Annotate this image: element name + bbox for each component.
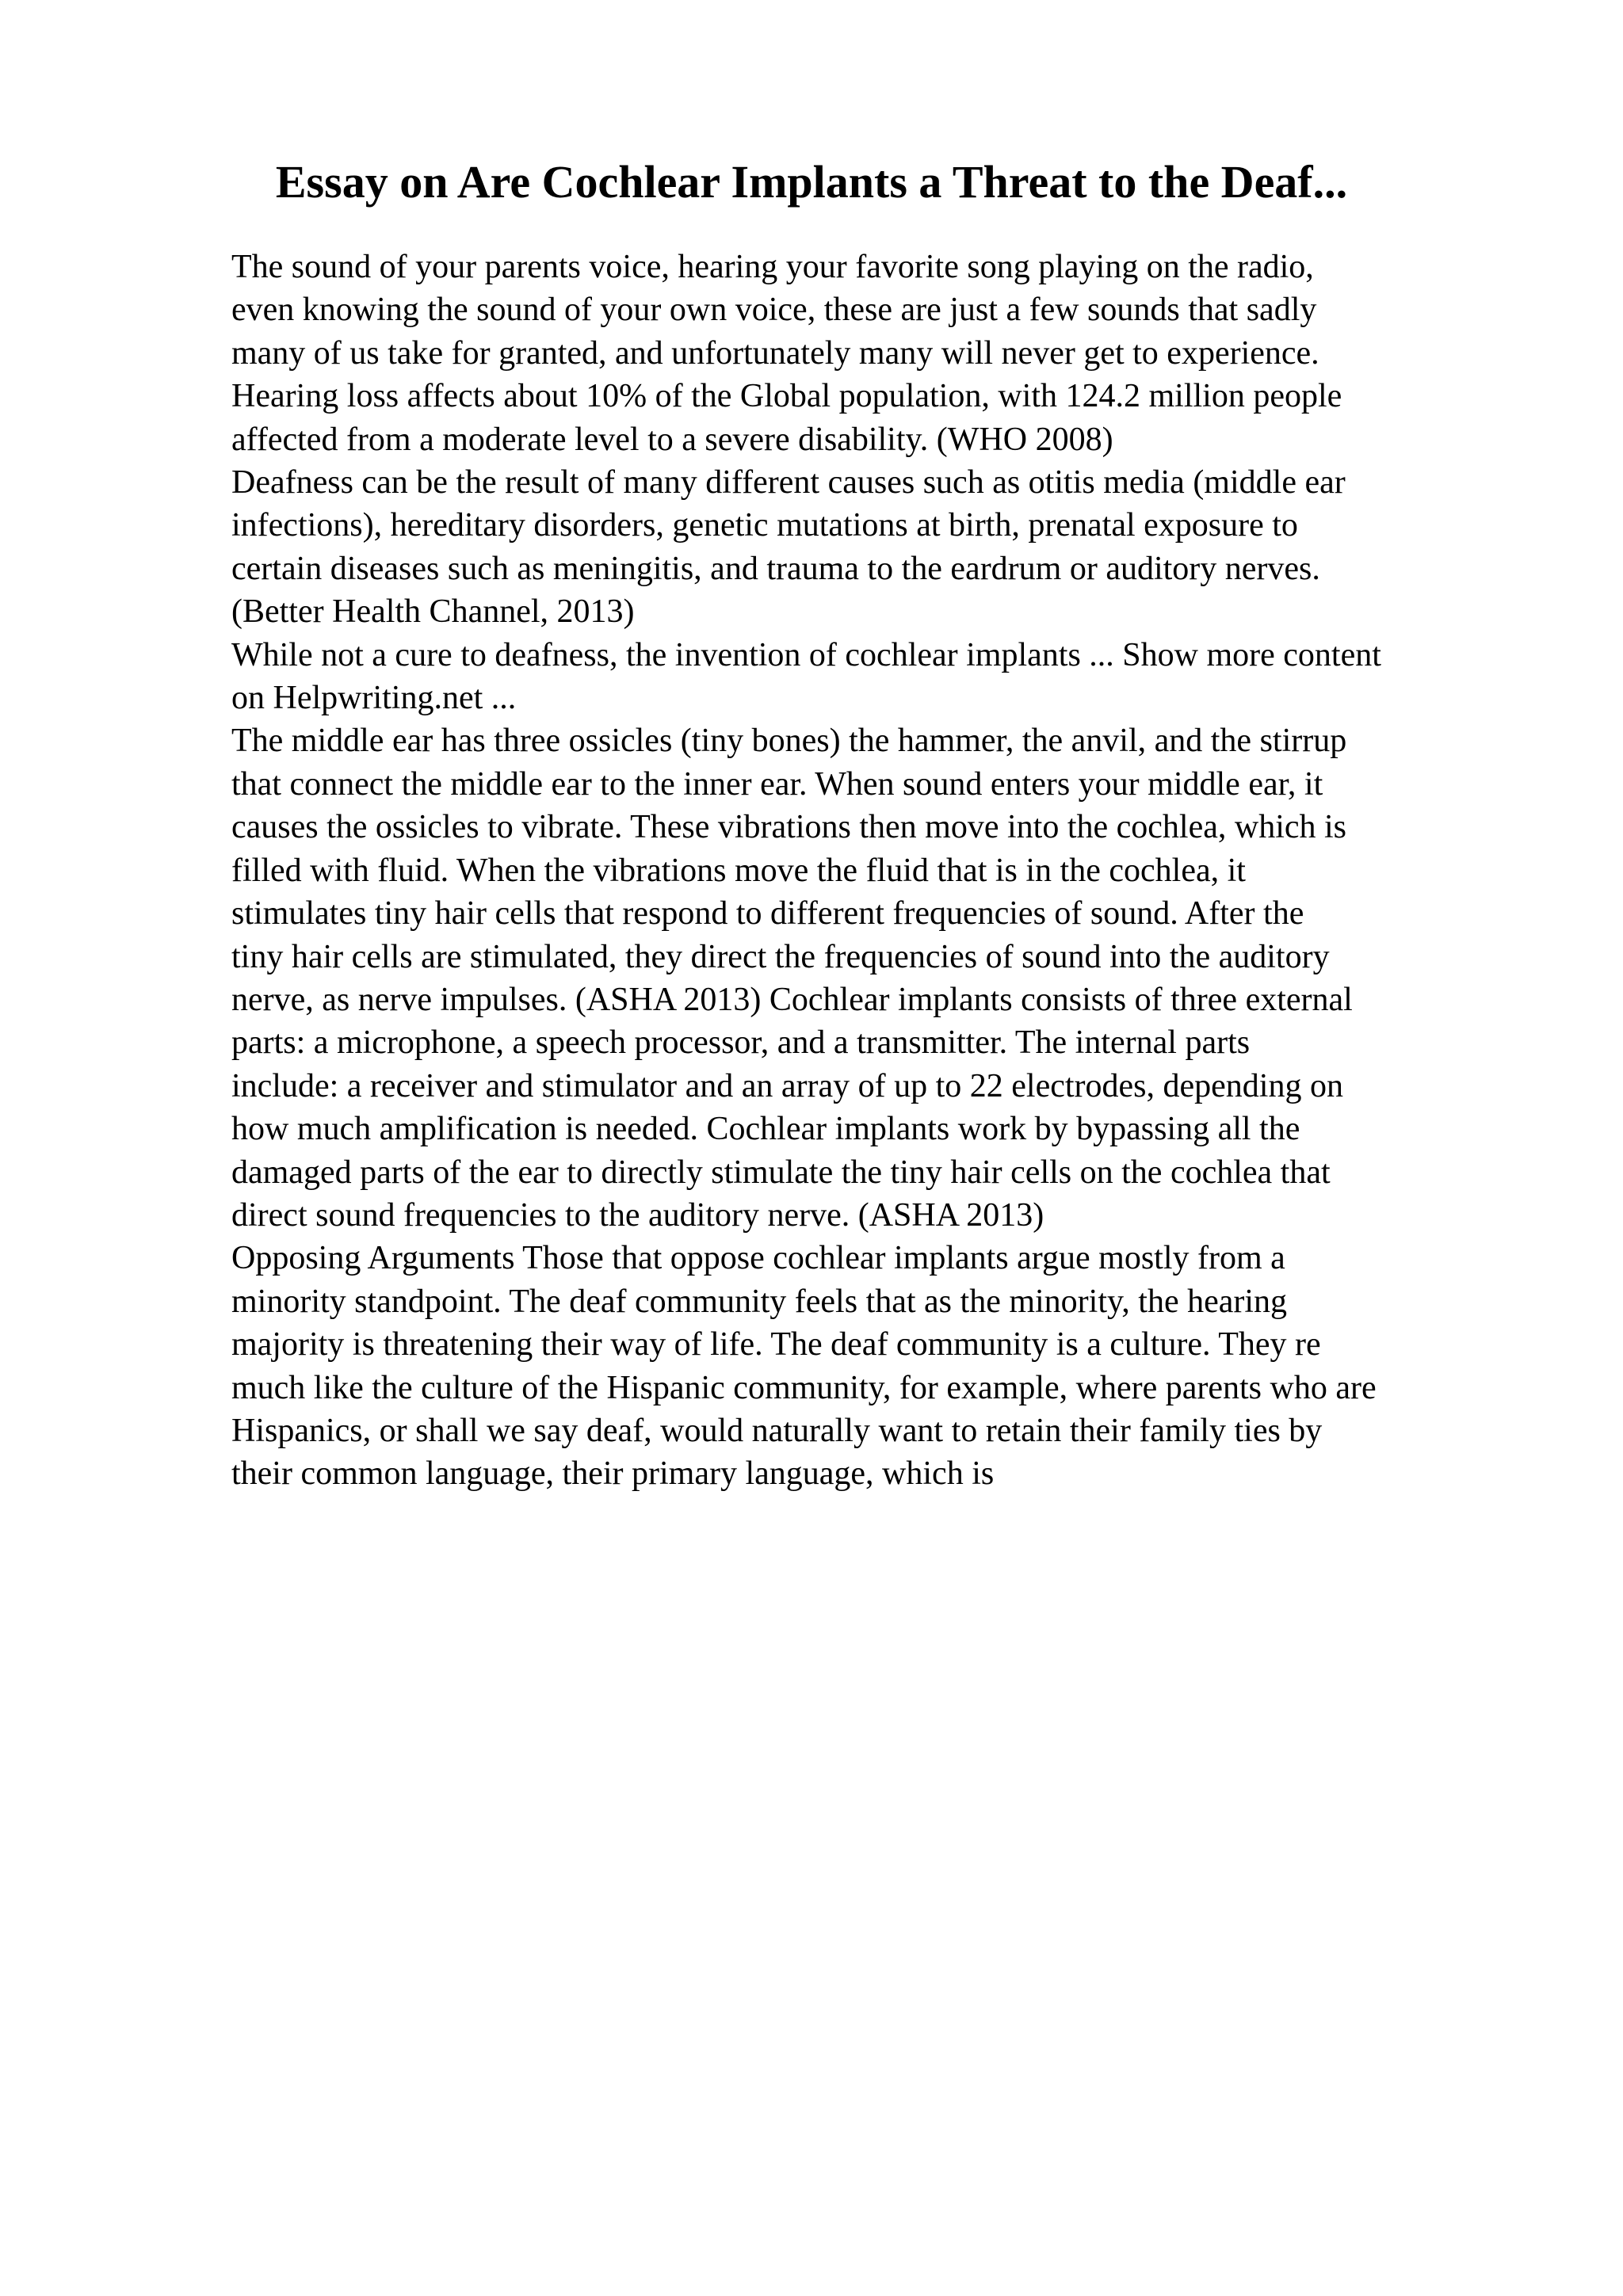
body-line: that connect the middle ear to the inner ear. When sound enters your middle ear, it	[231, 765, 1323, 803]
body-line: Opposing Arguments Those that oppose cochlear implants argue mostly from a	[231, 1240, 1285, 1277]
body-line: even knowing the sound of your own voice, these are just a few sounds that sadly	[231, 292, 1317, 329]
body-line: parts: a microphone, a speech processor, and a transmitter. The internal parts	[231, 1024, 1251, 1062]
body-line: many of us take for granted, and unfortunately many will never get to experience.	[231, 334, 1319, 372]
body-line: minority standpoint. The deaf community feels that as the minority, the hearing	[231, 1283, 1288, 1320]
body-line: certain diseases such as meningitis, and trauma to the eardrum or auditory nerves.	[231, 550, 1320, 587]
body-line: The middle ear has three ossicles (tiny bones) the hammer, the anvil, and the stirrup	[231, 723, 1347, 760]
body-line: include: a receiver and stimulator and an array of up to 22 electrodes, depending on	[231, 1067, 1343, 1104]
body-line: Hearing loss affects about 10% of the Global population, with 124.2 million people	[231, 378, 1342, 415]
document-body	[231, 246, 1531, 1496]
body-line: The sound of your parents voice, hearing your favorite song playing on the radio,	[231, 249, 1314, 285]
body-line: While not a cure to deafness, the invention of cochlear implants ... Show more content	[231, 636, 1381, 673]
body-line: their common language, their primary language, which is	[231, 1455, 995, 1493]
body-line: filled with fluid. When the vibrations move the fluid that is in the cochlea, it	[231, 852, 1246, 889]
body-line: infections), hereditary disorders, genetic mutations at birth, prenatal exposure to	[231, 507, 1298, 544]
body-line: causes the ossicles to vibrate. These vibrations then move into the cochlea, which is	[231, 809, 1347, 846]
body-line: nerve, as nerve impulses. (ASHA 2013) Cochlear implants consists of three external	[231, 981, 1353, 1018]
body-line: majority is threatening their way of life. The deaf community is a culture. They re	[231, 1326, 1321, 1363]
body-line: much like the culture of the Hispanic community, for example, where parents who are	[231, 1369, 1377, 1406]
document-title: Essay on Are Cochlear Implants a Threat to the Deaf...	[275, 156, 1348, 208]
body-line: Deafness can be the result of many different causes such as otitis media (middle ear	[231, 464, 1346, 502]
body-line: stimulates tiny hair cells that respond to different frequencies of sound. After the	[231, 895, 1304, 933]
body-line: damaged parts of the ear to directly stimulate the tiny hair cells on the cochlea that	[231, 1154, 1331, 1191]
body-line: how much amplification is needed. Cochlear implants work by bypassing all the	[231, 1111, 1300, 1148]
body-line: on Helpwriting.net ...	[231, 680, 517, 717]
body-line: Hispanics, or shall we say deaf, would naturally want to retain their family ties by	[231, 1412, 1323, 1449]
body-line: direct sound frequencies to the auditory nerve. (ASHA 2013)	[231, 1196, 1044, 1234]
body-line: tiny hair cells are stimulated, they direct the frequencies of sound into the auditory	[231, 938, 1330, 975]
body-line: affected from a moderate level to a severe disability. (WHO 2008)	[231, 421, 1113, 458]
body-line: (Better Health Channel, 2013)	[231, 593, 635, 631]
